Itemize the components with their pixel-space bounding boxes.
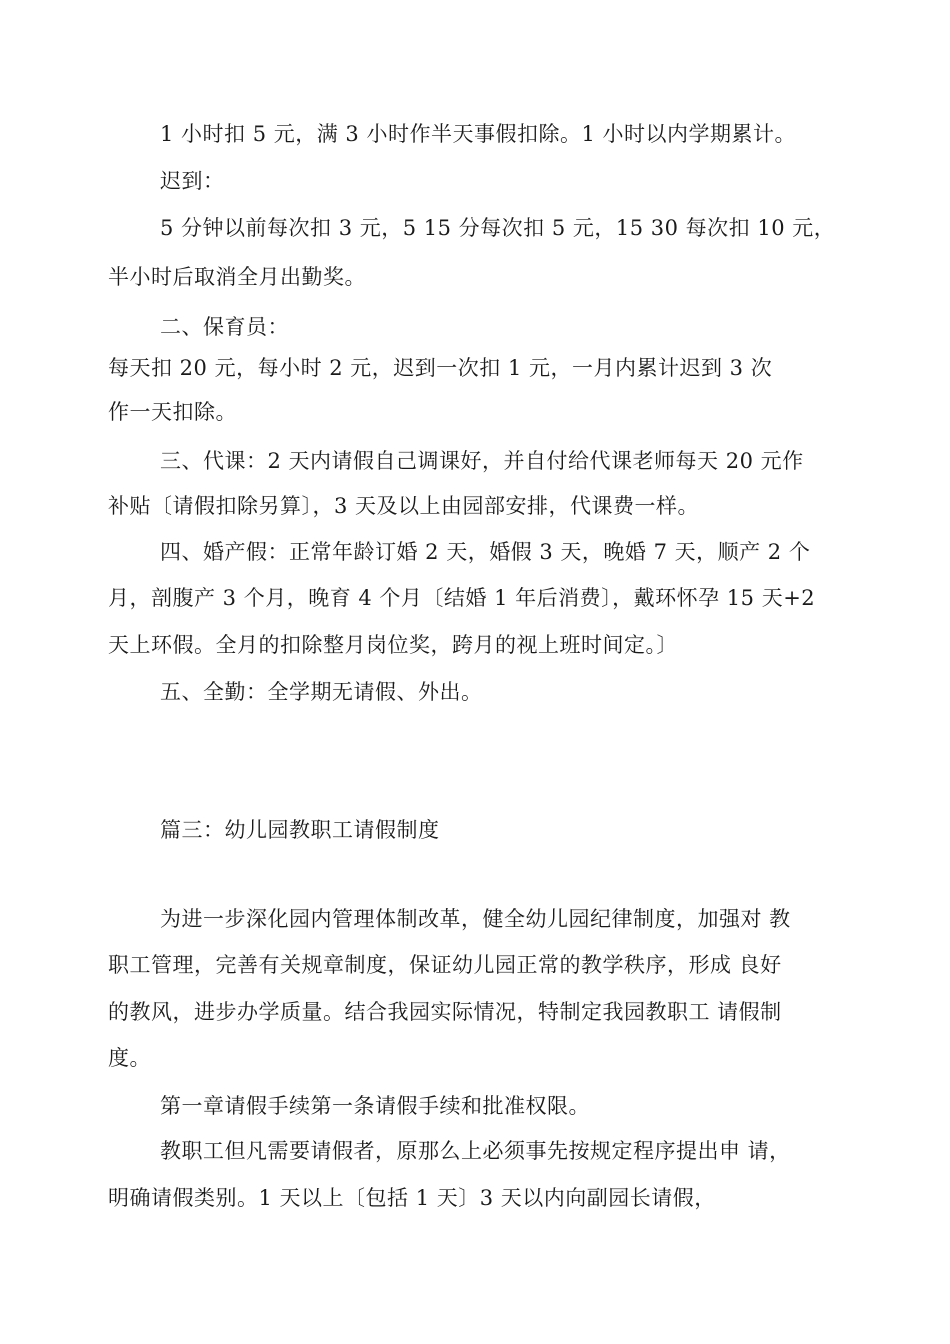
paragraph-line: 迟到： <box>160 169 225 193</box>
paragraph-line: 月，剖腹产 3 个月，晚育 4 个月〔结婚 1 年后消费〕，戴环怀孕 15 天+2 <box>108 586 816 610</box>
paragraph-line: 教职工但凡需要请假者，原那么上必须事先按规定程序提出申 请， <box>160 1139 791 1163</box>
paragraph-line: 的教风，进步办学质量。结合我园实际情况，特制定我园教职工 请假制 <box>108 1000 782 1024</box>
paragraph-line: 半小时后取消全月出勤奖。 <box>108 265 366 289</box>
paragraph-line: 度。 <box>108 1046 151 1070</box>
paragraph-line: 作一天扣除。 <box>108 400 237 424</box>
section-heading: 二、保育员： <box>160 315 289 339</box>
paragraph-line: 五、全勤：全学期无请假、外出。 <box>160 680 483 704</box>
paragraph-line: 明确请假类别。1 天以上〔包括 1 天〕3 天以内向副园长请假， <box>108 1186 716 1210</box>
paragraph-line: 三、代课：2 天内请假自己调课好，并自付给代课老师每天 20 元作 <box>160 449 804 473</box>
paragraph-line: 补贴〔请假扣除另算〕，3 天及以上由园部安排，代课费一样。 <box>108 494 700 518</box>
paragraph-line: 5 分钟以前每次扣 3 元，5 15 分每次扣 5 元，15 30 每次扣 10 元， <box>160 216 836 240</box>
paragraph-line: 天上环假。全月的扣除整月岗位奖，跨月的视上班时间定。〕 <box>108 633 678 657</box>
paragraph-line: 为进一步深化园内管理体制改革，健全幼儿园纪律制度，加强对 教 <box>160 907 791 931</box>
paragraph-line: 1 小时扣 5 元，满 3 小时作半天事假扣除。1 小时以内学期累计。 <box>160 122 796 146</box>
paragraph-line: 第一章请假手续第一条请假手续和批准权限。 <box>160 1094 590 1118</box>
paragraph-line: 每天扣 20 元，每小时 2 元，迟到一次扣 1 元，一月内累计迟到 3 次 <box>108 356 773 380</box>
paragraph-line: 四、婚产假：正常年龄订婚 2 天，婚假 3 天，晚婚 7 天，顺产 2 个 <box>160 540 811 564</box>
section-title: 篇三：幼儿园教职工请假制度 <box>160 818 440 842</box>
paragraph-line: 职工管理，完善有关规章制度，保证幼儿园正常的教学秩序，形成 良好 <box>108 953 782 977</box>
